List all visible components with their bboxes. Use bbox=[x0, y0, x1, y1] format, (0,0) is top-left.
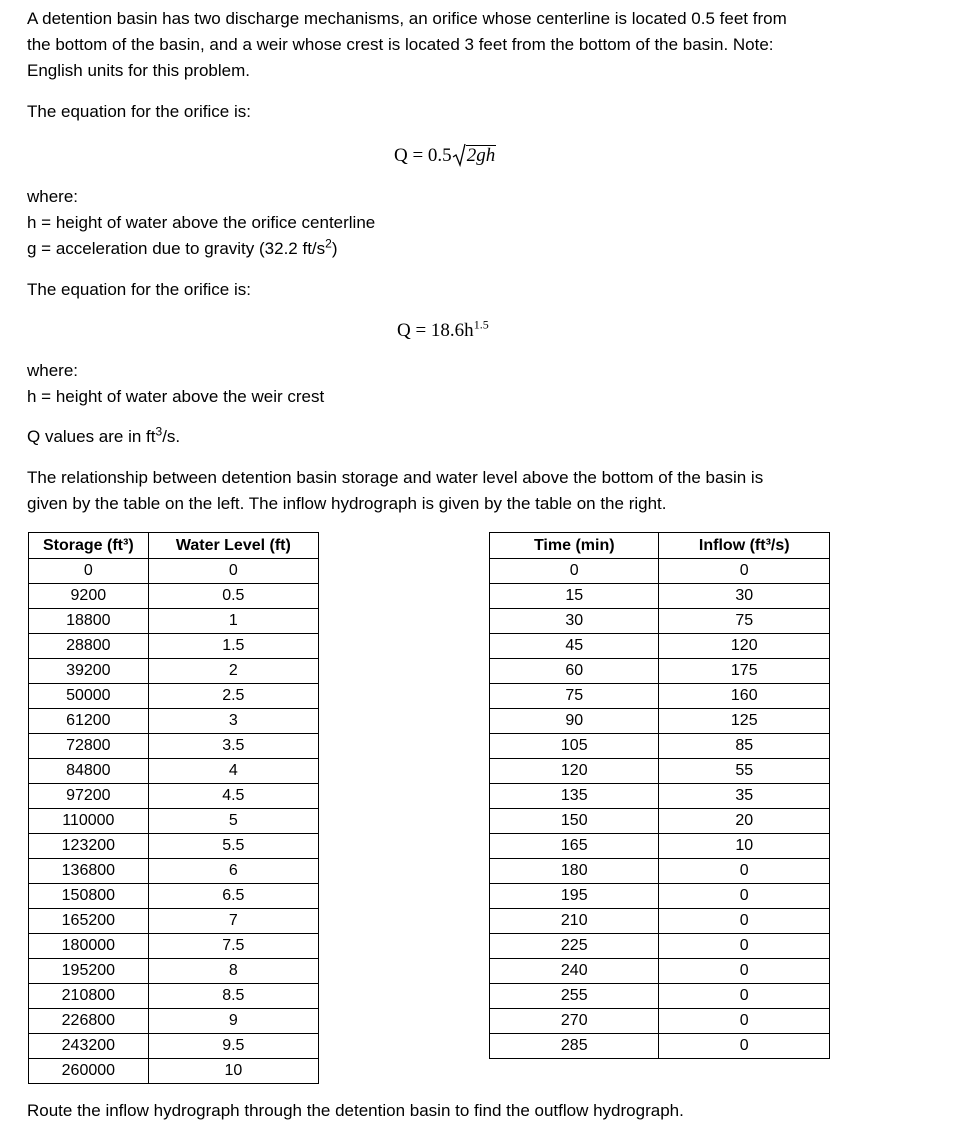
storage-row bbox=[29, 859, 319, 884]
table-cell: 50000 bbox=[29, 684, 149, 709]
table-cell: 165200 bbox=[29, 909, 149, 934]
table-cell: 175 bbox=[659, 659, 830, 684]
table-cell: 1.5 bbox=[148, 634, 318, 659]
table-cell: 0 bbox=[659, 1009, 830, 1034]
time-header: Time (min) bbox=[490, 533, 659, 559]
table-cell: 150 bbox=[490, 809, 659, 834]
relationship-line-2: given by the table on the left. The inflow hydrograph is given by the table on the right. bbox=[27, 494, 667, 513]
table-cell: 85 bbox=[659, 734, 830, 759]
table-cell: 9 bbox=[148, 1009, 318, 1034]
table-cell: 0 bbox=[659, 559, 830, 584]
table-cell: 55 bbox=[659, 759, 830, 784]
inflow-header: Inflow (ft³/s) bbox=[659, 533, 830, 559]
storage-row bbox=[29, 634, 319, 659]
table-cell: 195 bbox=[490, 884, 659, 909]
table-cell: 160 bbox=[659, 684, 830, 709]
storage-row bbox=[29, 759, 319, 784]
inflow-row bbox=[490, 984, 830, 1009]
table-cell: 3.5 bbox=[148, 734, 318, 759]
storage-row bbox=[29, 559, 319, 584]
table-cell: 0 bbox=[490, 559, 659, 584]
inflow-row bbox=[490, 959, 830, 984]
final-instruction: Route the inflow hydrograph through the detention basin to find the outflow hydrograph. bbox=[27, 1101, 684, 1120]
orifice-def-h: h = height of water above the orifice centerline bbox=[27, 213, 376, 232]
table-cell: 72800 bbox=[29, 734, 149, 759]
storage-row bbox=[29, 909, 319, 934]
table-cell: 270 bbox=[490, 1009, 659, 1034]
table-cell: 120 bbox=[659, 634, 830, 659]
storage-row bbox=[29, 1059, 319, 1084]
inflow-row bbox=[490, 784, 830, 809]
table-cell: 0 bbox=[659, 909, 830, 934]
table-cell: 39200 bbox=[29, 659, 149, 684]
table-cell: 285 bbox=[490, 1034, 659, 1059]
intro-line-1: A detention basin has two discharge mechanisms, an orifice whose centerline is located 0.5 feet from bbox=[27, 9, 787, 28]
table-cell: 30 bbox=[490, 609, 659, 634]
table-cell: 125 bbox=[659, 709, 830, 734]
relationship-line-1: The relationship between detention basin storage and water level above the bottom of the basin is bbox=[27, 468, 764, 487]
table-cell: 20 bbox=[659, 809, 830, 834]
inflow-row bbox=[490, 759, 830, 784]
table-cell: 136800 bbox=[29, 859, 149, 884]
table-cell: 240 bbox=[490, 959, 659, 984]
inflow-row bbox=[490, 859, 830, 884]
table-cell: 1 bbox=[148, 609, 318, 634]
table-cell: 135 bbox=[490, 784, 659, 809]
weir-equation bbox=[397, 317, 489, 342]
inflow-row bbox=[490, 1034, 830, 1059]
table-cell: 60 bbox=[490, 659, 659, 684]
table-cell: 0 bbox=[659, 859, 830, 884]
table-cell: 45 bbox=[490, 634, 659, 659]
table-cell: 97200 bbox=[29, 784, 149, 809]
table-cell: 7 bbox=[148, 909, 318, 934]
units-note: Q values are in $ft^3/s$. bbox=[27, 424, 181, 446]
table-cell: 6 bbox=[148, 859, 318, 884]
table-cell: 4 bbox=[148, 759, 318, 784]
table-cell: 35 bbox=[659, 784, 830, 809]
table-cell: 180 bbox=[490, 859, 659, 884]
storage-row bbox=[29, 734, 319, 759]
inflow-row bbox=[490, 734, 830, 759]
table-cell: 30 bbox=[659, 584, 830, 609]
table-cell: 210800 bbox=[29, 984, 149, 1009]
inflow-row bbox=[490, 684, 830, 709]
table-cell: 0 bbox=[659, 959, 830, 984]
table-cell: 0 bbox=[29, 559, 149, 584]
storage-row bbox=[29, 934, 319, 959]
storage-row bbox=[29, 584, 319, 609]
orifice-heading: The equation for the orifice is: bbox=[27, 102, 251, 121]
table-cell: 5 bbox=[148, 809, 318, 834]
orifice-eq-radicand: 2gh bbox=[466, 145, 496, 166]
table-cell: 9.5 bbox=[148, 1034, 318, 1059]
table-cell: 4.5 bbox=[148, 784, 318, 809]
storage-header: Storage (ft³) bbox=[29, 533, 149, 559]
storage-row bbox=[29, 809, 319, 834]
inflow-row bbox=[490, 709, 830, 734]
inflow-row bbox=[490, 884, 830, 909]
table-cell: 90 bbox=[490, 709, 659, 734]
table-cell: 0.5 bbox=[148, 584, 318, 609]
weir-def-h: h = height of water above the weir crest bbox=[27, 387, 325, 406]
water-level-header: Water Level (ft) bbox=[148, 533, 318, 559]
inflow-row bbox=[490, 934, 830, 959]
inflow-row bbox=[490, 659, 830, 684]
table-cell: 5.5 bbox=[148, 834, 318, 859]
inflow-row bbox=[490, 584, 830, 609]
inflow-row bbox=[490, 909, 830, 934]
table-cell: 226800 bbox=[29, 1009, 149, 1034]
table-cell: 10 bbox=[148, 1059, 318, 1084]
table-cell: 180000 bbox=[29, 934, 149, 959]
table-cell: 105 bbox=[490, 734, 659, 759]
table-cell: 28800 bbox=[29, 634, 149, 659]
intro-line-3: English units for this problem. bbox=[27, 61, 250, 80]
table-cell: 2.5 bbox=[148, 684, 318, 709]
orifice-where: where: bbox=[27, 187, 79, 206]
table-cell: 120 bbox=[490, 759, 659, 784]
weir-where: where: bbox=[27, 361, 79, 380]
inflow-row bbox=[490, 1009, 830, 1034]
table-cell: 6.5 bbox=[148, 884, 318, 909]
table-cell: 210 bbox=[490, 909, 659, 934]
storage-row bbox=[29, 1034, 319, 1059]
table-cell: 75 bbox=[490, 684, 659, 709]
table-cell: 84800 bbox=[29, 759, 149, 784]
storage-row bbox=[29, 959, 319, 984]
table-cell: 61200 bbox=[29, 709, 149, 734]
table-cell: 3 bbox=[148, 709, 318, 734]
orifice-equation bbox=[394, 145, 496, 167]
table-cell: 123200 bbox=[29, 834, 149, 859]
table-cell: 15 bbox=[490, 584, 659, 609]
table-cell: 0 bbox=[659, 1034, 830, 1059]
table-cell: 243200 bbox=[29, 1034, 149, 1059]
storage-row bbox=[29, 659, 319, 684]
inflow-row bbox=[490, 609, 830, 634]
inflow-table bbox=[489, 532, 830, 1059]
table-cell: 75 bbox=[659, 609, 830, 634]
table-cell: 2 bbox=[148, 659, 318, 684]
table-cell: 260000 bbox=[29, 1059, 149, 1084]
storage-row bbox=[29, 784, 319, 809]
storage-row bbox=[29, 709, 319, 734]
table-cell: 110000 bbox=[29, 809, 149, 834]
storage-row bbox=[29, 834, 319, 859]
sqrt-symbol bbox=[452, 145, 497, 167]
inflow-row bbox=[490, 634, 830, 659]
orifice-eq-lhs: Q = 0.5 bbox=[394, 145, 452, 166]
weir-heading: The equation for the orifice is: bbox=[27, 280, 251, 299]
table-cell: 150800 bbox=[29, 884, 149, 909]
weir-eq-exponent: 1.5 bbox=[473, 317, 489, 332]
weir-eq-base: Q = 18.6h bbox=[397, 320, 474, 341]
storage-row bbox=[29, 884, 319, 909]
table-cell: 18800 bbox=[29, 609, 149, 634]
inflow-row bbox=[490, 559, 830, 584]
table-cell: 0 bbox=[148, 559, 318, 584]
storage-row bbox=[29, 1009, 319, 1034]
table-cell: 195200 bbox=[29, 959, 149, 984]
table-cell: 0 bbox=[659, 984, 830, 1009]
inflow-row bbox=[490, 809, 830, 834]
table-cell: 9200 bbox=[29, 584, 149, 609]
table-cell: 0 bbox=[659, 934, 830, 959]
table-cell: 0 bbox=[659, 884, 830, 909]
table-cell: 7.5 bbox=[148, 934, 318, 959]
storage-row bbox=[29, 609, 319, 634]
storage-row bbox=[29, 984, 319, 1009]
table-cell: 8 bbox=[148, 959, 318, 984]
storage-row bbox=[29, 684, 319, 709]
orifice-def-g: g = acceleration due to gravity (32.2 $ft/s^2$) bbox=[27, 236, 338, 258]
storage-table bbox=[28, 532, 319, 1084]
table-cell: 8.5 bbox=[148, 984, 318, 1009]
table-cell: 165 bbox=[490, 834, 659, 859]
table-cell: 225 bbox=[490, 934, 659, 959]
table-cell: 255 bbox=[490, 984, 659, 1009]
inflow-row bbox=[490, 834, 830, 859]
table-cell: 10 bbox=[659, 834, 830, 859]
intro-line-2: the bottom of the basin, and a weir whose crest is located 3 feet from the bottom of the basin. Note: bbox=[27, 35, 774, 54]
